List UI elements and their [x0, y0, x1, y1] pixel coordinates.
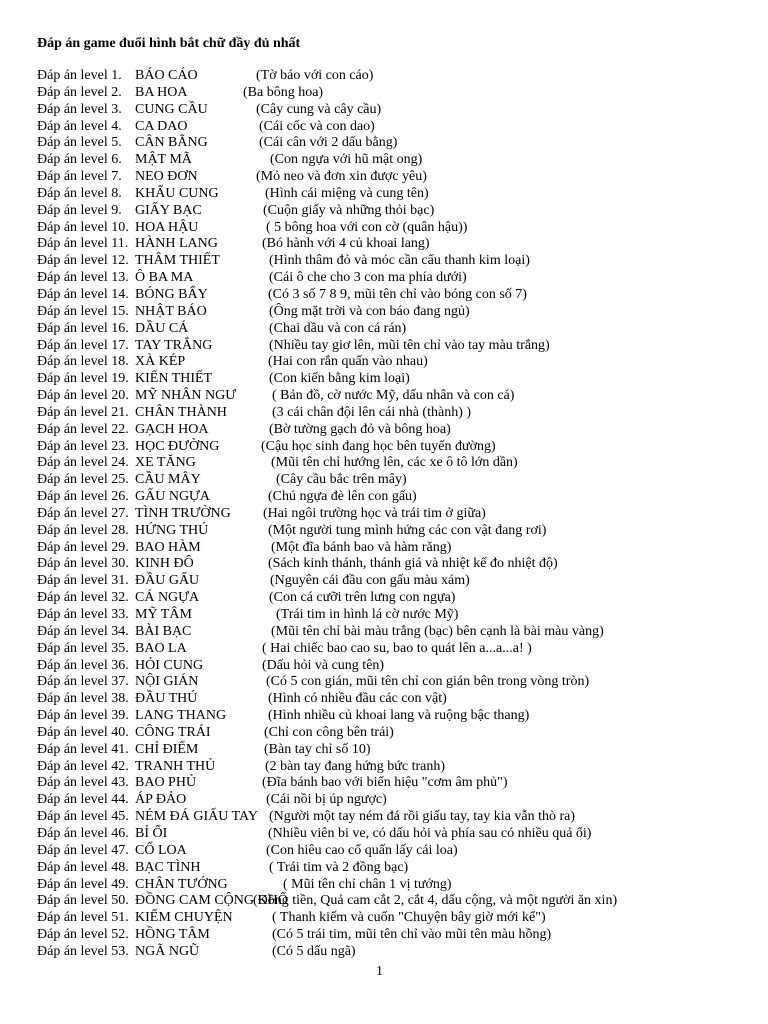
answer-entry — [37, 843, 762, 860]
answer-text: ĐẦU GẤU — [135, 573, 200, 589]
level-label: Đáp án level 39. — [37, 708, 129, 724]
hint-text: (Cây cung và cây cầu) — [256, 101, 382, 117]
answer-entry — [37, 624, 762, 641]
hint-text: (Có 5 dấu ngã) — [272, 943, 356, 959]
hint-text: (Chai dầu và con cá rán) — [269, 320, 407, 336]
answer-text: BAO HÀM — [135, 539, 201, 555]
hint-text: (Chú ngựa đè lên con gấu) — [268, 489, 417, 505]
hint-text: (Sách kinh thánh, thánh giá và nhiệt kế đo nhiệt độ) — [268, 556, 558, 572]
answer-entry — [37, 910, 762, 927]
answer-text: ĐẦU THÚ — [135, 691, 198, 707]
level-label: Đáp án level 42. — [37, 758, 129, 774]
level-label: Đáp án level 48. — [37, 859, 129, 875]
answer-text: BỈ ỔI — [135, 825, 168, 841]
answer-text: NEO ĐƠN — [135, 169, 198, 185]
answer-entry — [37, 338, 762, 355]
level-label: Đáp án level 11. — [37, 236, 129, 252]
hint-text: (Con cá cưỡi trên lưng con ngựa) — [269, 590, 456, 606]
answer-entry — [37, 472, 762, 489]
answer-text: LANG THANG — [135, 708, 227, 724]
hint-text: (Con hiêu cao cổ quấn lấy cái loa) — [266, 842, 458, 858]
level-label: Đáp án level 8. — [37, 185, 122, 201]
answer-entry — [37, 641, 762, 658]
level-label: Đáp án level 44. — [37, 792, 129, 808]
hint-text: (Cái nồi bị úp ngược) — [266, 792, 387, 808]
answer-entry — [37, 287, 762, 304]
answer-text: THÂM THIẾT — [135, 253, 220, 269]
answer-text: BẠC TÌNH — [135, 859, 201, 875]
answer-text: KIẾN THIẾT — [135, 371, 213, 387]
answer-entry — [37, 860, 762, 877]
answer-text: BÁO CÁO — [135, 68, 198, 83]
answer-text: HỨNG THÚ — [135, 522, 209, 538]
hint-text: (Ông mặt trời và con báo đang ngủ) — [269, 303, 470, 319]
answer-entry — [37, 590, 762, 607]
answer-text: BÓNG BẨY — [135, 286, 208, 302]
answer-entry — [37, 944, 762, 961]
hint-text: (3 cái chân đội lên cái nhà (thành) ) — [272, 404, 472, 420]
hint-text: ( Hai chiếc bao cao su, bao to quát lên a...a...a! ) — [262, 640, 532, 656]
answer-text: HỒNG TÂM — [135, 927, 210, 943]
level-label: Đáp án level 26. — [37, 489, 129, 505]
hint-text: (Hình nhiều củ khoai lang và ruộng bậc thang) — [268, 708, 530, 724]
answer-text: ÁP ĐẢO — [135, 792, 187, 808]
answer-text: TÌNH TRƯỜNG — [135, 505, 231, 521]
hint-text: ( Thanh kiếm và cuốn "Chuyện bây giờ mới kể") — [272, 910, 546, 926]
answer-entry — [37, 573, 762, 590]
answer-text: MẬT MÃ — [135, 152, 192, 168]
hint-text: (Đĩa bánh bao với biển hiệu "cơm âm phủ") — [262, 775, 508, 791]
answer-entry — [37, 270, 762, 287]
answer-entry — [37, 523, 762, 540]
level-label: Đáp án level 34. — [37, 623, 129, 639]
hint-text: (Có 3 số 7 8 9, mũi tên chỉ vào bóng con số 7) — [268, 286, 527, 302]
level-label: Đáp án level 37. — [37, 674, 129, 690]
answer-entry — [37, 119, 762, 136]
answer-text: BA HOA — [135, 84, 188, 100]
level-label: Đáp án level 31. — [37, 573, 129, 589]
answer-entry — [37, 792, 762, 809]
answer-text: XE TĂNG — [135, 455, 196, 471]
level-label: Đáp án level 47. — [37, 842, 129, 858]
hint-text: (Bó hành với 4 củ khoai lang) — [262, 236, 430, 252]
hint-text: ( Bản đồ, cờ nước Mỹ, dấu nhân và con cá) — [272, 388, 515, 404]
hint-text: ( Mũi tên chỉ chân 1 vị tướng) — [283, 876, 452, 892]
answer-entry — [37, 388, 762, 405]
answer-entry — [37, 489, 762, 506]
level-label: Đáp án level 2. — [37, 84, 122, 100]
level-label: Đáp án level 52. — [37, 927, 129, 943]
answer-text: BAO LA — [135, 640, 187, 656]
hint-text: (Đồng tiền, Quả cam cắt 2, cắt 4, dấu cộng, và một người ăn xin) — [253, 893, 618, 909]
hint-text: (Hình thâm đỏ và móc cần cẩu thanh kim loại) — [269, 253, 530, 269]
answer-text: GẠCH HOA — [135, 421, 209, 437]
answer-text: HOA HẬU — [135, 219, 199, 235]
answer-text: CHỈ ĐIỂM — [135, 741, 199, 757]
answer-text: TRANH THỦ — [135, 758, 216, 774]
level-label: Đáp án level 6. — [37, 152, 122, 168]
level-label: Đáp án level 4. — [37, 118, 122, 134]
answer-entry — [37, 927, 762, 944]
hint-text: (Cậu học sinh đang học bên tuyến đường) — [261, 438, 496, 454]
answer-text: CA DAO — [135, 118, 188, 134]
answer-text: BÀI BẠC — [135, 623, 192, 639]
level-label: Đáp án level 30. — [37, 556, 129, 572]
level-label: Đáp án level 16. — [37, 320, 129, 336]
hint-text: (Con kiến bằng kim loại) — [269, 371, 410, 387]
level-label: Đáp án level 10. — [37, 219, 129, 235]
hint-text: (Hình cái miệng và cung tên) — [265, 185, 429, 201]
answer-text: MỸ TÂM — [135, 607, 192, 622]
hint-text: (Chỉ con công bên trái) — [264, 724, 394, 740]
answer-entry — [37, 607, 762, 624]
hint-text: (Trái tim in hình lá cờ nước Mỹ) — [276, 607, 459, 622]
answer-entry — [37, 68, 762, 85]
answer-text: MỸ NHÂN NGƯ — [135, 388, 237, 404]
answer-text: ĐỒNG CAM CỘNG KHỔ — [135, 893, 288, 909]
answer-entry — [37, 691, 762, 708]
hint-text: (Cái cốc và con dao) — [259, 118, 375, 134]
answer-text: CÔNG TRÁI — [135, 724, 211, 740]
hint-text: (Ba bông hoa) — [243, 84, 324, 100]
level-label: Đáp án level 17. — [37, 337, 129, 353]
hint-text: (Người một tay ném đá rồi giấu tay, tay kia vẫn thò ra) — [269, 809, 576, 825]
hint-text: (Bờ tường gạch đỏ và bông hoa) — [269, 421, 451, 437]
answer-text: NỘI GIÁN — [135, 674, 199, 690]
answer-entry — [37, 725, 762, 742]
answer-text: XÀ KÉP — [135, 354, 186, 370]
level-label: Đáp án level 3. — [37, 101, 122, 117]
answer-list — [37, 68, 762, 961]
level-label: Đáp án level 24. — [37, 455, 129, 471]
answer-entry — [37, 826, 762, 843]
document-title: Đáp án game đuổi hình bắt chữ đầy đủ nhất — [37, 36, 301, 51]
hint-text: (Cây cầu bắc trên mây) — [276, 472, 407, 488]
level-label: Đáp án level 50. — [37, 893, 129, 909]
hint-text: (Hai ngôi trường học và trái tim ở giữa) — [263, 505, 486, 521]
answer-entry — [37, 809, 762, 826]
hint-text: (Hai con rắn quấn vào nhau) — [268, 354, 428, 370]
level-label: Đáp án level 21. — [37, 404, 129, 420]
level-label: Đáp án level 38. — [37, 691, 129, 707]
hint-text: (Cuộn giấy và những thỏi bạc) — [263, 202, 435, 218]
level-label: Đáp án level 5. — [37, 135, 122, 151]
answer-entry — [37, 506, 762, 523]
level-label: Đáp án level 46. — [37, 825, 129, 841]
answer-entry — [37, 455, 762, 472]
answer-entry — [37, 439, 762, 456]
hint-text: (Nhiều viên bi ve, có dấu hỏi và phía sau có nhiều quả ổi) — [268, 825, 592, 841]
level-label: Đáp án level 15. — [37, 303, 129, 319]
hint-text: (Tờ báo với con cáo) — [256, 68, 374, 83]
answer-text: KINH ĐÔ — [135, 556, 194, 572]
hint-text: (Có 5 con gián, mũi tên chỉ con gián bên trong vòng tròn) — [266, 674, 590, 690]
level-label: Đáp án level 12. — [37, 253, 129, 269]
answer-text: CHÂN THÀNH — [135, 404, 227, 420]
answer-text: GIẤY BẠC — [135, 202, 202, 218]
level-label: Đáp án level 7. — [37, 169, 122, 185]
hint-text: (Mũi tên chỉ bài màu trắng (bạc) bên cạnh là bài màu vàng) — [271, 623, 604, 639]
level-label: Đáp án level 1. — [37, 68, 122, 83]
answer-entry — [37, 674, 762, 691]
level-label: Đáp án level 13. — [37, 270, 129, 286]
answer-text: TAY TRẮNG — [135, 337, 213, 353]
level-label: Đáp án level 22. — [37, 421, 129, 437]
answer-entry — [37, 422, 762, 439]
level-label: Đáp án level 19. — [37, 371, 129, 387]
answer-entry — [37, 658, 762, 675]
level-label: Đáp án level 23. — [37, 438, 129, 454]
answer-entry — [37, 152, 762, 169]
answer-text: HỎI CUNG — [135, 657, 204, 673]
level-label: Đáp án level 35. — [37, 640, 129, 656]
hint-text: (Một đĩa bánh bao và hàm răng) — [271, 539, 452, 555]
answer-entry — [37, 893, 762, 910]
answer-text: BAO PHỦ — [135, 775, 197, 791]
level-label: Đáp án level 49. — [37, 876, 129, 892]
level-label: Đáp án level 41. — [37, 741, 129, 757]
answer-text: CỔ LOA — [135, 842, 187, 858]
answer-text: KIẾM CHUYỆN — [135, 910, 233, 926]
level-label: Đáp án level 40. — [37, 724, 129, 740]
answer-entry — [37, 405, 762, 422]
answer-entry — [37, 540, 762, 557]
answer-text: Ô BA MA — [135, 270, 194, 286]
hint-text: (Cái ô che cho 3 con ma phía dưới) — [269, 270, 467, 286]
answer-text: HÀNH LANG — [135, 236, 218, 252]
level-label: Đáp án level 29. — [37, 539, 129, 555]
answer-text: NÉM ĐÁ GIẤU TAY — [135, 809, 258, 825]
level-label: Đáp án level 20. — [37, 388, 129, 404]
level-label: Đáp án level 53. — [37, 943, 129, 959]
answer-entry — [37, 742, 762, 759]
answer-entry — [37, 877, 762, 894]
answer-entry — [37, 220, 762, 237]
hint-text: (Nhiều tay giơ lên, mũi tên chỉ vào tay màu trắng) — [269, 337, 550, 353]
level-label: Đáp án level 43. — [37, 775, 129, 791]
answer-text: CẦU MÂY — [135, 472, 201, 488]
hint-text: (Con ngựa với hũ mật ong) — [270, 152, 423, 168]
hint-text: (Nguyên cái đầu con gấu màu xám) — [270, 573, 470, 589]
answer-entry — [37, 102, 762, 119]
answer-entry — [37, 775, 762, 792]
hint-text: (2 bàn tay đang hứng bức tranh) — [265, 758, 446, 774]
answer-entry — [37, 321, 762, 338]
answer-text: HỌC ĐƯỜNG — [135, 438, 220, 454]
level-label: Đáp án level 33. — [37, 607, 129, 622]
hint-text: (Bàn tay chỉ số 10) — [264, 741, 371, 757]
answer-entry — [37, 556, 762, 573]
answer-entry — [37, 186, 762, 203]
level-label: Đáp án level 28. — [37, 522, 129, 538]
answer-text: DẦU CÁ — [135, 320, 189, 336]
answer-text: CÁ NGỰA — [135, 590, 200, 606]
hint-text: (Có 5 trái tim, mũi tên chỉ vào mũi tên màu hồng) — [272, 927, 552, 943]
answer-text: CHÂN TƯỚNG — [135, 876, 228, 892]
level-label: Đáp án level 45. — [37, 809, 129, 825]
level-label: Đáp án level 9. — [37, 202, 122, 218]
answer-entry — [37, 85, 762, 102]
answer-text: NHẬT BÁO — [135, 303, 207, 319]
level-label: Đáp án level 18. — [37, 354, 129, 370]
level-label: Đáp án level 51. — [37, 910, 129, 926]
answer-text: CÂN BẰNG — [135, 135, 208, 151]
page-number: 1 — [376, 964, 383, 979]
answer-entry — [37, 304, 762, 321]
answer-entry — [37, 708, 762, 725]
answer-entry — [37, 354, 762, 371]
answer-text: CUNG CẦU — [135, 101, 208, 117]
hint-text: (Hình có nhiều đầu các con vật) — [268, 691, 447, 707]
hint-text: (Mỏ neo và đơn xin được yêu) — [256, 169, 427, 185]
answer-text: KHẨU CUNG — [135, 185, 219, 201]
level-label: Đáp án level 36. — [37, 657, 129, 673]
level-label: Đáp án level 25. — [37, 472, 129, 488]
answer-entry — [37, 135, 762, 152]
hint-text: ( 5 bông hoa với con cờ (quân hậu)) — [266, 219, 468, 235]
level-label: Đáp án level 27. — [37, 505, 129, 521]
answer-text: NGÃ NGŨ — [135, 943, 200, 959]
hint-text: ( Trái tim và 2 đồng bạc) — [269, 859, 409, 875]
answer-text: GẤU NGỰA — [135, 489, 211, 505]
level-label: Đáp án level 32. — [37, 590, 129, 606]
answer-entry — [37, 253, 762, 270]
answer-entry — [37, 203, 762, 220]
hint-text: (Một người tung mình hứng các con vật đang rơi) — [268, 522, 547, 538]
answer-entry — [37, 236, 762, 253]
hint-text: (Cái cân với 2 dấu bằng) — [259, 135, 398, 151]
answer-entry — [37, 759, 762, 776]
answer-entry — [37, 371, 762, 388]
hint-text: (Mũi tên chỉ hướng lên, các xe ô tô lớn dần) — [271, 455, 518, 471]
hint-text: (Dấu hỏi và cung tên) — [262, 657, 385, 673]
level-label: Đáp án level 14. — [37, 286, 129, 302]
answer-entry — [37, 169, 762, 186]
